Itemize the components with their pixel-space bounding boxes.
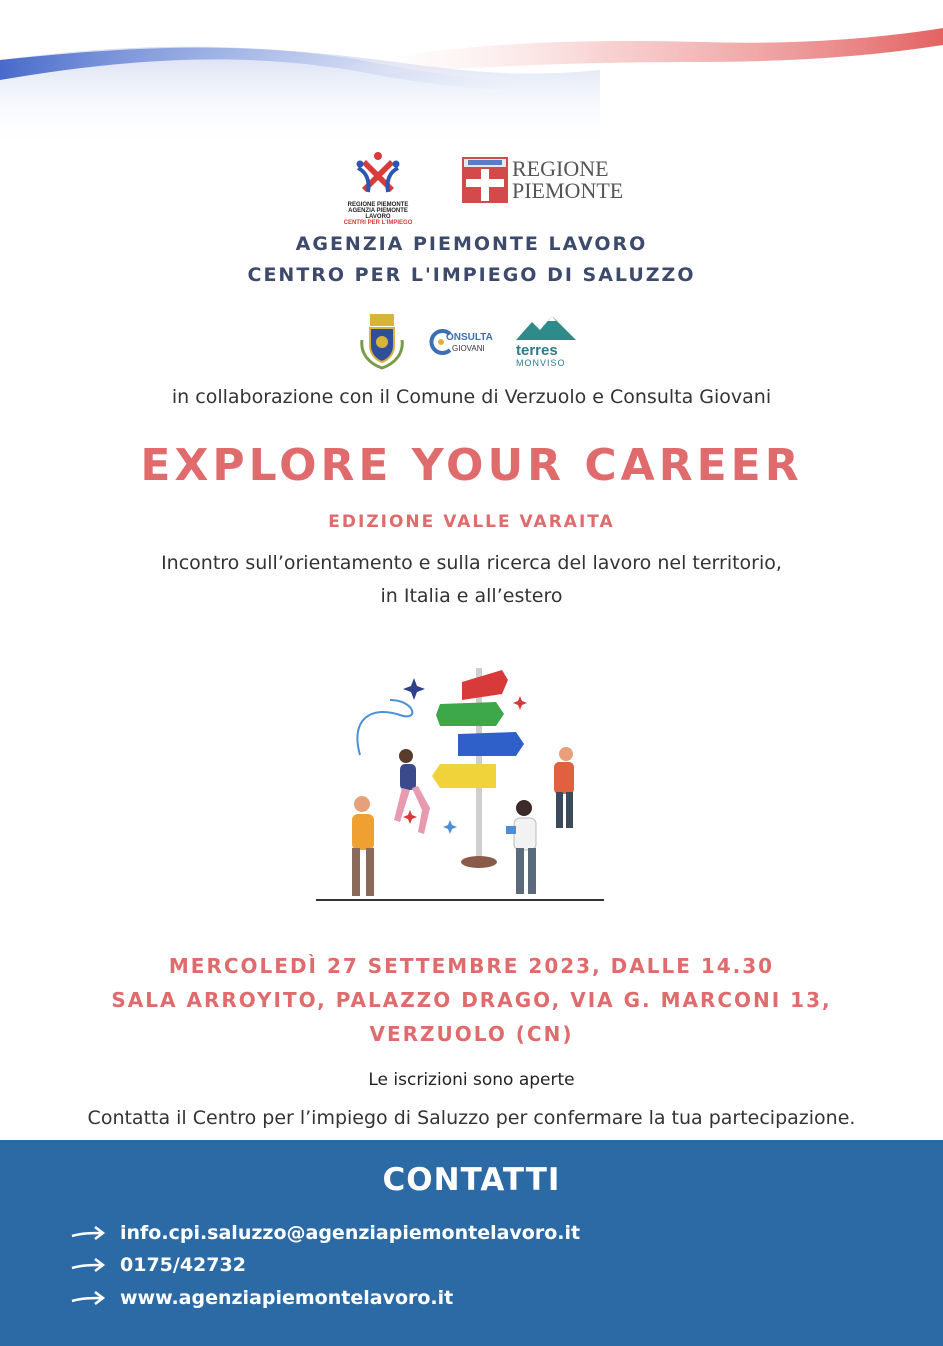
verzuolo-coat-of-arms-icon (356, 310, 408, 370)
consulta-logo-line2: GIOVANI (452, 344, 485, 353)
consulta-giovani-logo (428, 326, 498, 358)
contact-email-link[interactable]: info.cpi.saluzzo@agenziapiemontelavoro.it (120, 1222, 581, 1244)
event-edition: EDIZIONE VALLE VARAITA (328, 512, 615, 532)
event-venue-line1: SALA ARROYITO, PALAZZO DRAGO, VIA G. MARCONI 13, (111, 988, 832, 1012)
mountain-icon (516, 316, 576, 340)
event-title: EXPLORE YOUR CAREER (140, 440, 803, 491)
arrow-right-icon (70, 1223, 106, 1243)
terres-monviso-logo (516, 316, 576, 368)
terres-logo-line2: MONVISO (516, 358, 566, 368)
contact-website-row (70, 1283, 453, 1313)
header-wave-decoration (0, 0, 943, 150)
agency-figures-icon (336, 150, 420, 198)
agency-logo-text-2: AGENZIA PIEMONTE LAVORO (348, 208, 408, 220)
agency-logo-text-1: REGIONE PIEMONTE (347, 202, 409, 208)
contacts-title: CONTATTI (382, 1162, 561, 1198)
arrow-right-icon (70, 1255, 106, 1275)
region-logo-line1: REGIONE (512, 156, 609, 181)
event-description-line1: Incontro sull’orientamento e sulla ricerca del lavoro nel territorio, (161, 552, 782, 574)
consulta-logo-line1: ONSULTA (446, 332, 493, 343)
organization-name: AGENZIA PIEMONTE LAVORO (295, 233, 648, 255)
arrow-right-icon (70, 1288, 106, 1308)
piemonte-shield-icon (462, 157, 508, 203)
collaboration-text: in collaborazione con il Comune di Verzuolo e Consulta Giovani (171, 386, 772, 408)
terres-logo-line1: terres (516, 342, 558, 359)
event-date: MERCOLEDÌ 27 SETTEMBRE 2023, DALLE 14.30 (168, 954, 775, 978)
contact-email-row (70, 1218, 580, 1248)
contact-phone-row (70, 1250, 246, 1280)
confirmation-note: Contatta il Centro per l’impiego di Saluzzo per confermare la tua partecipazione. (87, 1107, 856, 1129)
agency-logo-text-3: CENTRI PER L'IMPIEGO (343, 220, 413, 226)
career-signpost-illustration (310, 660, 610, 905)
event-description-line2: in Italia e all’estero (380, 585, 563, 607)
region-logo-line2: PIEMONTE (512, 178, 624, 203)
contact-phone-link[interactable]: 0175/42732 (120, 1254, 246, 1276)
event-venue-line2: VERZUOLO (CN) (369, 1022, 574, 1046)
contacts-footer (0, 1140, 943, 1346)
agenzia-piemonte-lavoro-logo (336, 150, 420, 226)
organization-office: CENTRO PER L'IMPIEGO DI SALUZZO (247, 264, 696, 286)
contact-website-link[interactable]: www.agenziapiemontelavoro.it (120, 1287, 454, 1309)
regione-piemonte-logo (462, 157, 623, 203)
registration-status: Le iscrizioni sono aperte (368, 1070, 575, 1090)
